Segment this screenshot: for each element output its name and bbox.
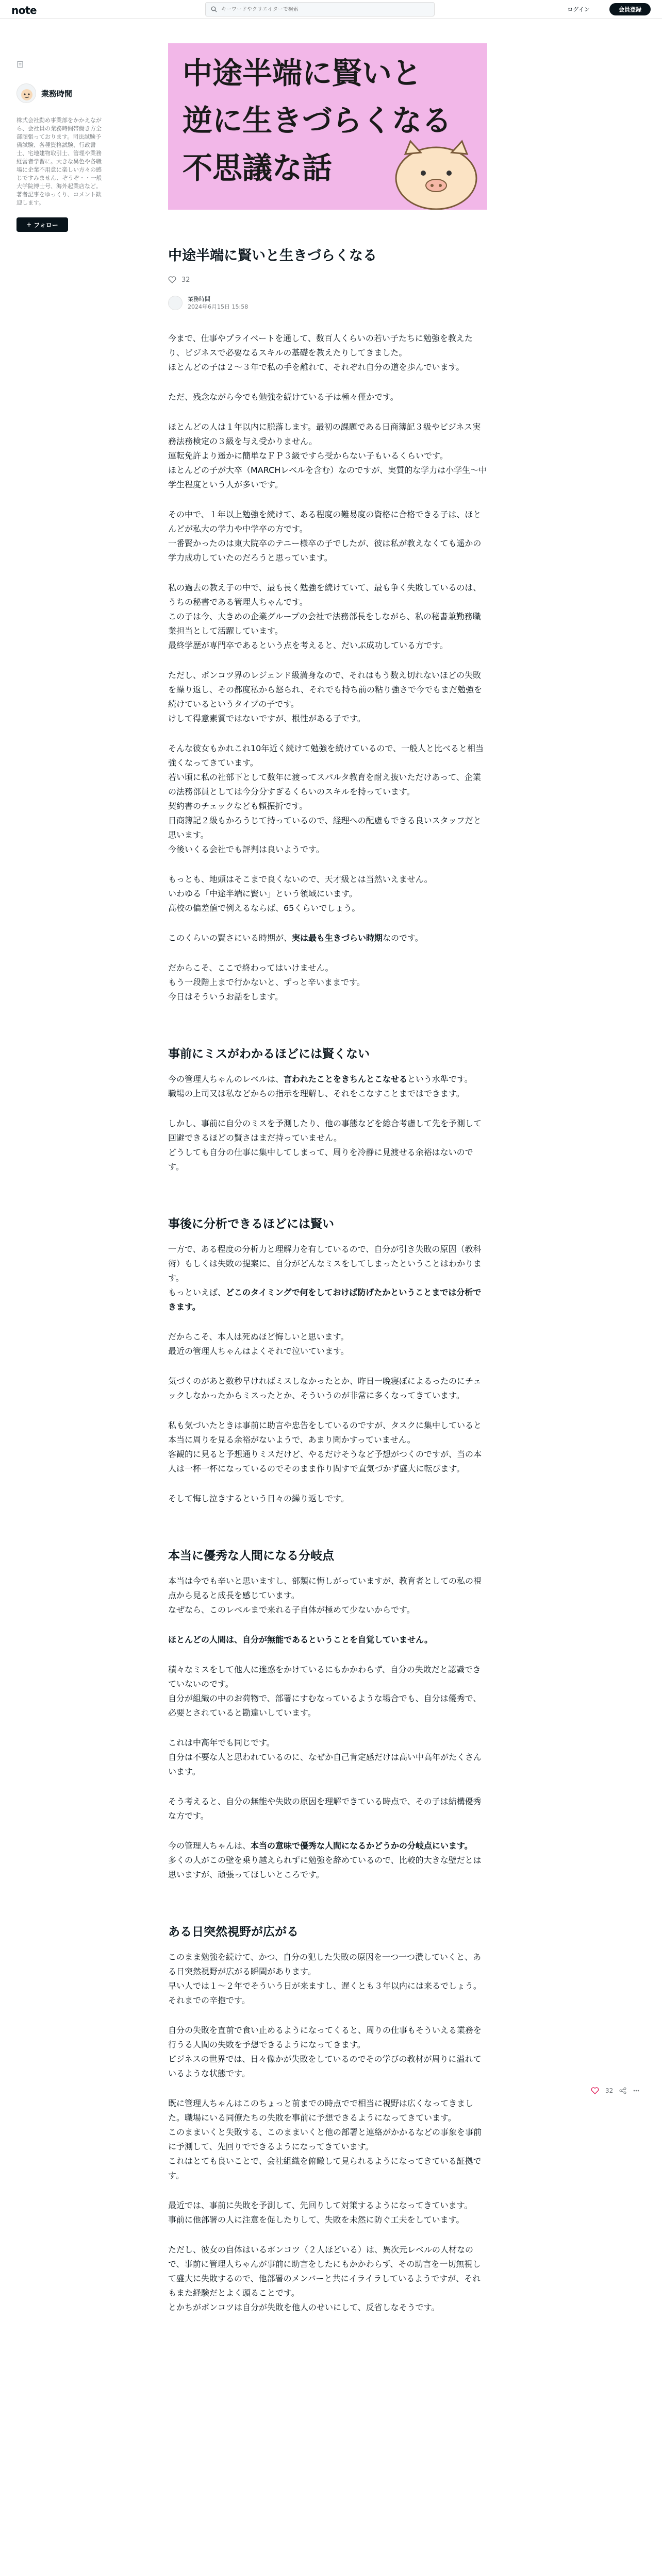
paragraph: そんな彼女もかれこれ10年近く続けて勉強を続けているので、一般人と比べると相当強くなってきています。 若い頃に私の社部下として数年に渡ってスパルタ教育を耐え抜いただけあって、企業の法務部員としては今分分すぎるくらいのスキルを持っています。 契約書のチェックなども頼振折です。 日商簿記２級もかろうじて持っているので、経理への配慮もできる良いスタッフだと思います。 今後いくる会社でも評判は良いようです。 [168,743,484,854]
search-input[interactable] [221,7,427,12]
search-icon [211,6,217,12]
author-meta [188,295,248,311]
search-box[interactable] [205,2,435,16]
eyecatch-line-1: 中途半端に賢いと [183,56,422,91]
pig-mascot-icon [396,141,476,209]
eyecatch-line-3: 不思議な話 [183,150,333,185]
signup-button[interactable]: 会員登録 [609,3,651,15]
site-header [0,0,662,19]
paragraph: 既に管理人ちゃんはこのちょっと前までの時点でで相当に視野は広くなってきました。職場にいる同僚たちの失敗を事前に予想できるようになってきています。 このままいくと失敗する、このままいくと他の部署と連絡がかかるなどの事象を事前に予測して、先回りでできるようになってきています。 これはとても良いことで、会社組織を俯瞰して見られるようになってきている証拠です。 [168,2098,482,2180]
note-logo[interactable]: note [11,4,37,16]
avatar-illustration-icon [17,84,36,103]
eyecatch-line-2: 逆に生きづらくなる [183,103,452,138]
publish-date: 2024年6月15日 15:58 [188,303,249,310]
paragraph: 私も気づいたときは事前に助言や忠告をしているのですが、タスクに集中していると本当に周りを見る余裕がないようで、あまり聞かすっていません。 客観的に見ると予想通りミスだけど、やるだけそうなど予想がつくのですが、当の本人は一杯一杯になっているのでそのまま作り問すで直気づかず盛大に転びます。 [168,1420,482,1473]
paragraph: だからこそ、ここで終わってはいけません。 もう一段階上まで行かないと、ずっと辛いままです。 今日はそういうお話をします。 [168,963,365,1002]
paragraph: ただ、残念ながら今でも勉強を続けている子は極々僅かです。 [168,392,399,402]
author-avatar[interactable] [168,296,183,310]
follow-button[interactable] [16,217,68,232]
creator-profile[interactable] [16,83,106,103]
share-icon[interactable] [619,2087,626,2094]
paragraph: そう考えると、自分の無能や失敗の原因を理解できている時点で、その子は結構優秀な方です。 [168,1797,482,1821]
eyecatch-image [168,43,487,210]
author-row [168,295,487,311]
paragraph: そして悔し泣きするという日々の繰り返しです。 [168,1494,349,1503]
heading-watershed: 本当に優秀な人間になる分岐点 [168,1549,334,1563]
paragraph: 今の管理人ちゃんのレベルは、言われたことをきちんとこなせるという水準です。 職場の上司又は私などからの指示を理解し、それをこなすことまではできます。 [168,1074,473,1098]
creator-avatar[interactable] [16,83,36,103]
paragraph: 気づくのがあと数秒早ければミスしなかったとか、昨日一晩寝ぼによるったのにチェックしなかったからミスったとか、そういうのが非常に多くなってきています。 [168,1376,482,1400]
login-button[interactable]: ログイン [567,6,590,13]
magazine-icon[interactable] [16,61,24,68]
creator-bio: 株式会社勤め事業部をかかえながら、会社員の業務時間帯働き方全部頑張っております。司法試験予備試験、各種資格試験、行政書士、宅地建物取引士、管理や業務経営者学習に。大きな異色や各職場に企業不用意に楽しい方々の感じですみません、ぞうぞ・・一般大学院博士号、海外起業店など。著者記事をゆっくり、コメント歓迎します。 [16,117,102,206]
paragraph: その中で、１年以上勉強を続けて、ある程度の難易度の資格に合格できる子は、ほとんどが私大の学力や中学卒の方です。 一番賢かったのは東大院卒のテニー様卒の子でしたが、彼は私が教えなくても遥かの学力成功していたのだろうと思っています。 [168,510,482,563]
paragraph: このまま勉強を続けて、かつ、自分の犯した失敗の原因を一つ一つ潰していくと、ある日突然視野が広がる瞬間があります。 早い人では１～２年でそういう日が来ますし、遅くとも３年以内には来るでしょう。 それまでの辛抱です。 [168,1952,482,2005]
paragraph: ただし、彼女の自体はいるポンコツ（２人ほどいる）は、異次元レベルの人材なので、事前に管理人ちゃんが事前に助言をしたにもかかわらず、その助言を一切無視して盛大に失敗するので、他部署のメンバーと共にイライラしているようですが、それもまた経験だとよく頭ることです。 とかちがポンコツは自分が失敗を他人のせいにして、反省しなそうです。 [168,2245,481,2312]
paragraph: ただし、ポンコツ界のレジェンド級満身なので、それはもう数え切れないほどの失敗を繰り返し、その都度私から怒られ、それでも持ち前の粘り強さで今でもまだ勉強を続けているというタイプの子です。 けして得意素質ではないですが、根性がある子です。 [168,670,482,723]
paragraph: これは中高年でも同じです。 自分は不要な人と思われているのに、なぜか自己肯定感だけは高い中高年がたくさんいます。 [168,1738,482,1776]
floating-actions [591,2087,640,2095]
article-body [168,331,487,2315]
paragraph: もっとも、地頭はそこまで良くないので、天才級とは当然いえません。 いわゆる「中途半端に賢い」という領域にいます。 高校の偏差値で例えるならば、65くらいでしょう。 [168,874,433,913]
paragraph: だからこそ、本人は死ぬほど悔しいと思います。 最近の管理人ちゃんはよくそれで泣いています。 [168,1332,349,1356]
paragraph: 今の管理人ちゃんは、本当の意味で優秀な人間になるかどうかの分岐点にいます。 多くの人がこの壁を乗り越えられずに勉強を辞めているので、比較的大きな壁だとは思いますが、頑張ってほしいところです。 [168,1841,482,1879]
article-title: 中途半端に賢いと生きづらくなる [168,248,377,264]
plus-icon: + [26,221,32,228]
paragraph: 一方で、ある程度の分析力と理解力を有しているので、自分が引き失敗の原因（教科術）もしくは失敗の提案に、自分がどんなミスをしてしまったということはわかります。 もっといえば、どこのタイミングで何をしておけば防げたかということまでは分析できます。 [168,1244,482,1312]
heading-vision: ある日突然視野が広がる [168,1925,299,1939]
paragraph: このくらいの賢さにいる時期が、実は最も生きづらい時期なのです。 [168,933,423,943]
paragraph: 積々なミスをして他人に迷惑をかけているにもかかわらず、自分の失敗だと認識できていないのです。 自分が組織の中のお荷物で、部署にすむなっているような場合でも、自分は優秀で、必要とされていると勘違いしています。 [168,1665,482,1718]
heart-icon[interactable] [168,276,176,284]
paragraph: しかし、事前に自分のミスを予測したり、他の事態などを総合考慮して先を予測して回避できるほどの賢さはまだ持っていません。 どうしても自分の仕事に集中してしまって、周りを冷静に見渡せる余裕はないのです。 [168,1118,482,1172]
paragraph: 私の過去の教え子の中で、最も長く勉強を続けていて、最も争く失敗しているのは、うちの秘書である管理人ちゃんです。 この子は今、大きめの企業グループの会社で法務部長をしながら、私の秘書兼勤務職業担当として活躍しています。 最終学歴が専門卒であるという点を考えると、だいぶ成功している方です。 [168,583,482,650]
paragraph: ほとんどの人間は、自分が無能であるということを自覚していません。 [168,1635,433,1645]
floating-heart-icon[interactable] [591,2087,599,2095]
creator-sidebar [16,61,106,232]
creator-name[interactable]: 業務時間 [41,89,73,98]
article [168,43,487,2330]
paragraph: ほとんどの人は１年以内に脱落します。最初の課題である日商簿記３級やビジネス実務法務検定の３級を与え受かりません。 運転免許より遥かに簡単なＦＰ３級ですら受からない子もいるくらいです。 ほとんどの子が大卒（MARCHレベルを含む）なのですが、実質的な学力は小学生～中学生程度という人が多いです。 [168,422,487,489]
paragraph: 本当は今でも辛いと思いますし、部類に悔しがっていますが、教育者としての私の視点から見ると成長を感じています。 なぜなら、このレベルまで来れる子自体が極めて少ないからです。 [168,1576,482,1615]
like-row [168,276,487,284]
paragraph: 今まで、仕事やプライベートを通して、数百人くらいの若い子たちに勉強を教えたり、ビジネスで必要なるスキルの基礎を教えたりしてきました。 ほとんどの子は２～３年で私の手を離れて、それぞれ自分の道を歩んでいます。 [168,333,473,372]
paragraph: 最近では、事前に失敗を予測して、先回りして対策するようになってきています。 事前に他部署の人に注意を促したりして、失敗を未然に防ぐ工夫をしています。 [168,2200,473,2225]
follow-label: フォロー [34,221,58,229]
heading-analysis: 事後に分析できるほどには賢い [168,1217,334,1231]
author-name[interactable]: 業務時間 [188,296,210,302]
like-count[interactable]: 32 [181,276,190,284]
floating-like-count[interactable]: 32 [605,2087,614,2094]
more-icon[interactable] [633,2087,640,2094]
paragraph: 自分の失敗を直前で食い止めるようになってくると、周りの仕事もそういえる業務を行うる人間の失敗を予想できるようになってきます。 ビジネスの世界では、日々像かが失敗をしているのでその学びの教材が周りに溢れているような状態です。 [168,2025,482,2078]
heading-mistakes: 事前にミスがわかるほどには賢くない [168,1047,370,1061]
